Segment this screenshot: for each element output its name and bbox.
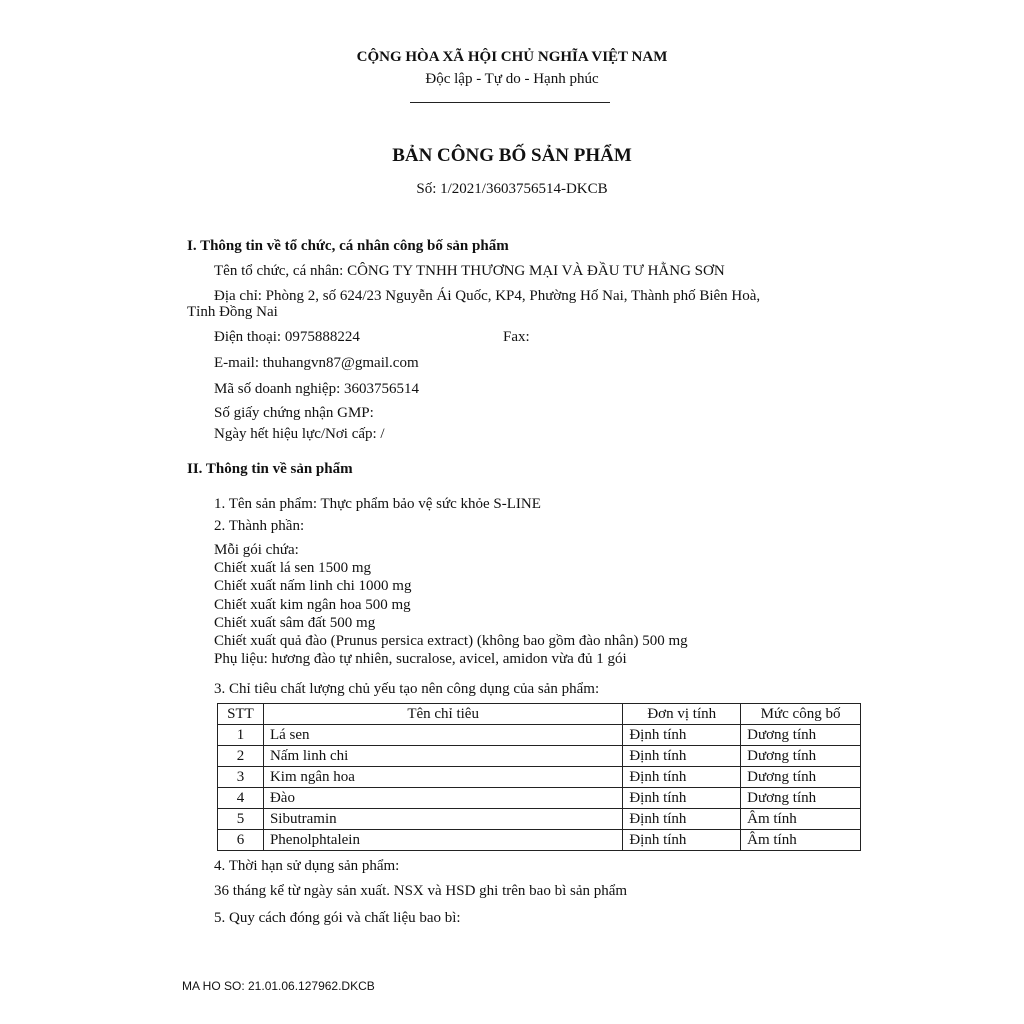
ingredients-label: 2. Thành phần:: [214, 518, 305, 534]
cell: 2: [218, 746, 264, 767]
ingredient-line: Chiết xuất lá sen 1500 mg: [214, 560, 372, 576]
ingredient-line: Mỗi gói chứa:: [214, 542, 299, 558]
document-number: Số: 1/2021/3603756514-DKCB: [416, 181, 608, 197]
cell: Định tính: [623, 767, 741, 788]
table-row: [218, 767, 861, 788]
table-row: [218, 809, 861, 830]
column-header: Đơn vị tính: [623, 704, 741, 725]
expiry: Ngày hết hiệu lực/Nơi cấp: /: [214, 426, 385, 442]
product-name: 1. Tên sản phẩm: Thực phẩm bảo vệ sức khỏe S-LINE: [214, 496, 541, 512]
cell: Đào: [263, 788, 622, 809]
shelf-life: 36 tháng kể từ ngày sản xuất. NSX và HSD ghi trên bao bì sản phẩm: [214, 883, 628, 899]
gmp-certificate: Số giấy chứng nhận GMP:: [214, 405, 374, 421]
column-header: Tên chỉ tiêu: [263, 704, 622, 725]
cell: Phenolphtalein: [263, 830, 622, 851]
address-line1: Địa chỉ: Phòng 2, số 624/23 Nguyễn Ái Quốc, KP4, Phường Hố Nai, Thành phố Biên Hoà,: [214, 288, 761, 304]
shelf-life-label: 4. Thời hạn sử dụng sản phẩm:: [214, 858, 400, 874]
cell: 1: [218, 725, 264, 746]
divider: [410, 102, 610, 103]
cell: Dương tính: [741, 788, 861, 809]
cell: 5: [218, 809, 264, 830]
cell: Sibutramin: [263, 809, 622, 830]
packaging-label: 5. Quy cách đóng gói và chất liệu bao bì:: [214, 910, 461, 926]
table-row: [218, 788, 861, 809]
ingredient-line: Chiết xuất kim ngân hoa 500 mg: [214, 597, 411, 613]
cell: Định tính: [623, 746, 741, 767]
table-row: [218, 725, 861, 746]
cell: Âm tính: [741, 830, 861, 851]
business-code: Mã số doanh nghiệp: 3603756514: [214, 381, 419, 397]
motto: Độc lập - Tự do - Hạnh phúc: [425, 71, 599, 87]
address-line2: Tỉnh Đồng Nai: [187, 304, 278, 320]
table-row: [218, 746, 861, 767]
quality-table: [217, 703, 861, 851]
section1-heading: I. Thông tin về tổ chức, cá nhân công bố sản phẩm: [187, 238, 509, 254]
section2-heading: II. Thông tin về sản phẩm: [187, 461, 353, 477]
ingredient-line: Phụ liệu: hương đào tự nhiên, sucralose, avicel, amidon vừa đủ 1 gói: [214, 651, 627, 667]
document-title: BẢN CÔNG BỐ SẢN PHẨM: [392, 145, 632, 166]
cell: Định tính: [623, 788, 741, 809]
cell: Dương tính: [741, 746, 861, 767]
ingredient-line: Chiết xuất nấm linh chi 1000 mg: [214, 578, 412, 594]
org-name: Tên tổ chức, cá nhân: CÔNG TY TNHH THƯƠNG MẠI VÀ ĐẦU TƯ HẰNG SƠN: [214, 263, 725, 279]
cell: Kim ngân hoa: [263, 767, 622, 788]
nation-heading: CỘNG HÒA XÃ HỘI CHỦ NGHĨA VIỆT NAM: [356, 49, 668, 65]
column-header: STT: [218, 704, 264, 725]
cell: Định tính: [623, 809, 741, 830]
table-row: [218, 830, 861, 851]
cell: 4: [218, 788, 264, 809]
cell: Âm tính: [741, 809, 861, 830]
ingredient-line: Chiết xuất quả đào (Prunus persica extract) (không bao gồm đào nhân) 500 mg: [214, 633, 688, 649]
fax: Fax:: [503, 329, 530, 345]
column-header: Mức công bố: [741, 704, 861, 725]
table-header-row: [218, 704, 861, 725]
cell: 3: [218, 767, 264, 788]
cell: 6: [218, 830, 264, 851]
phone: Điện thoại: 0975888224: [214, 329, 360, 345]
quality-label: 3. Chỉ tiêu chất lượng chủ yếu tạo nên công dụng của sản phẩm:: [214, 681, 600, 697]
cell: Dương tính: [741, 725, 861, 746]
cell: Định tính: [623, 830, 741, 851]
ingredient-line: Chiết xuất sâm đất 500 mg: [214, 615, 376, 631]
cell: Nấm linh chi: [263, 746, 622, 767]
email: E-mail: thuhangvn87@gmail.com: [214, 355, 419, 371]
cell: Dương tính: [741, 767, 861, 788]
cell: Định tính: [623, 725, 741, 746]
dossier-code: MA HO SO: 21.01.06.127962.DKCB: [182, 979, 375, 993]
cell: Lá sen: [263, 725, 622, 746]
